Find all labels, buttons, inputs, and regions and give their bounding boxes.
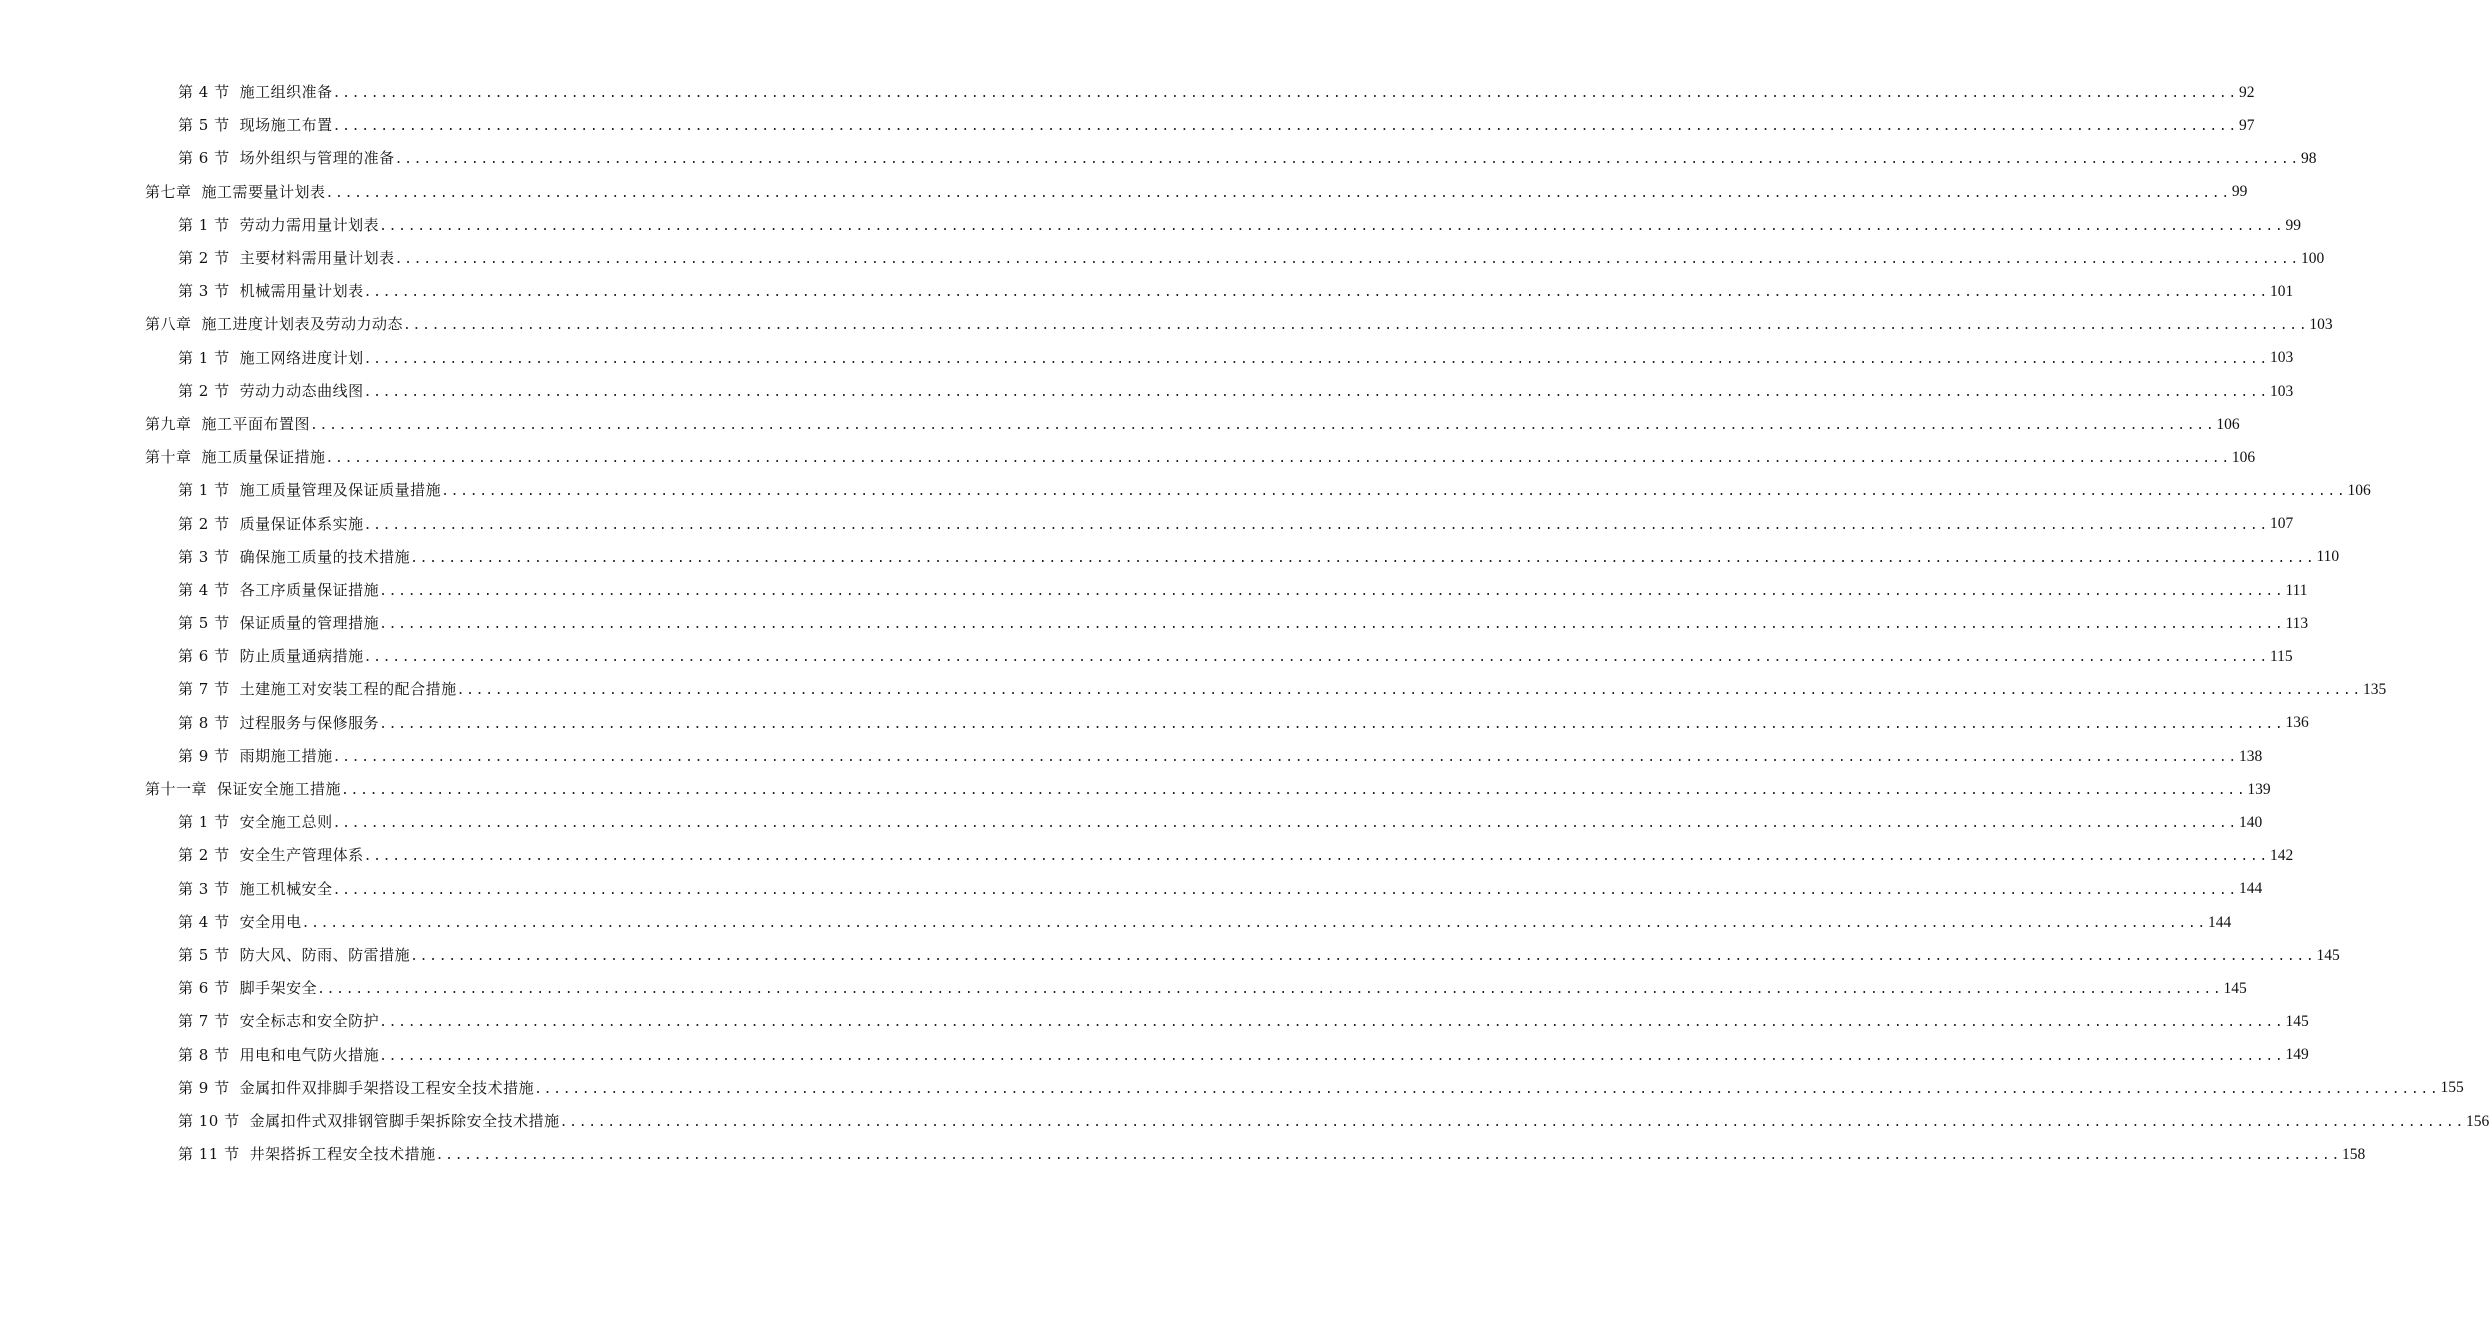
toc-entry-number: 第 2 节 (178, 514, 230, 533)
toc-entry-label (178, 85, 333, 100)
dot-leader: ........................................................................................................................................................................................................ (403, 318, 2309, 334)
toc-section-entry[interactable] (0, 707, 2309, 740)
toc-chapter-entry[interactable] (0, 441, 2256, 474)
toc-entry-title: 施工组织准备 (239, 83, 333, 102)
toc-section-entry[interactable] (0, 906, 2232, 939)
toc-entry-number: 第 4 节 (178, 580, 230, 599)
toc-section-entry[interactable] (0, 740, 2263, 773)
dot-leader: ........................................................................................................................................................................................................ (363, 849, 2269, 865)
toc-entry-label (178, 981, 317, 996)
toc-entry-page-number: 107 (2269, 515, 2294, 533)
toc-entry-page-number: 92 (2238, 83, 2255, 101)
dot-leader: ........................................................................................................................................................................................................ (301, 915, 2207, 931)
toc-entry-title: 保证安全施工措施 (217, 780, 342, 799)
toc-entry-number: 第 4 节 (178, 912, 230, 931)
toc-entry-label (145, 450, 326, 465)
toc-entry-page-number: 139 (2247, 780, 2271, 798)
toc-section-entry[interactable] (0, 1005, 2309, 1038)
toc-section-entry[interactable] (0, 972, 2247, 1005)
toc-chapter-entry[interactable] (0, 176, 2248, 209)
toc-entry-page-number: 156 (2465, 1112, 2489, 1130)
toc-entry-title: 井架搭拆工程安全技术措施 (249, 1145, 436, 1164)
toc-entry-number: 第 5 节 (178, 945, 230, 964)
dot-leader: ........................................................................................................................................................................................................ (325, 185, 2231, 201)
toc-entry-page-number: 138 (2238, 747, 2263, 765)
toc-section-entry[interactable] (0, 939, 2340, 972)
toc-entry-title: 施工需要量计划表 (201, 182, 326, 201)
toc-entry-page-number: 145 (2285, 1013, 2309, 1031)
toc-entry-number: 第 10 节 (178, 1111, 240, 1130)
toc-section-entry[interactable] (0, 1105, 2489, 1138)
toc-entry-label (178, 815, 333, 830)
toc-entry-number: 第 9 节 (178, 1078, 230, 1097)
toc-entry-title: 雨期施工措施 (239, 746, 333, 765)
dot-leader: ........................................................................................................................................................................................................ (325, 451, 2231, 467)
toc-entry-label (178, 848, 364, 863)
toc-entry-title: 保证质量的管理措施 (239, 614, 380, 633)
toc-entry-number: 第 8 节 (178, 713, 230, 732)
dot-leader: ........................................................................................................................................................................................................ (317, 982, 2223, 998)
toc-entry-page-number: 103 (2269, 382, 2294, 400)
toc-entry-number: 第七章 (145, 182, 192, 201)
toc-entry-label (178, 547, 411, 566)
toc-entry-label (178, 713, 380, 732)
toc-entry-page-number: 103 (2309, 316, 2333, 334)
dot-leader: ........................................................................................................................................................................................................ (363, 384, 2269, 400)
toc-entry-number: 第 5 节 (178, 614, 230, 633)
dot-leader: ........................................................................................................................................................................................................ (332, 749, 2238, 765)
toc-entry-label (178, 746, 333, 765)
toc-entry-title: 施工机械安全 (239, 879, 333, 898)
toc-section-entry[interactable] (0, 1138, 2366, 1171)
toc-entry-number: 第 9 节 (178, 746, 230, 765)
toc-entry-label (178, 251, 395, 266)
toc-entry-number: 第 6 节 (178, 647, 230, 666)
toc-entry-number: 第 2 节 (178, 846, 230, 865)
toc-entry-title: 质量保证体系实施 (239, 514, 364, 533)
toc-entry-title: 安全生产管理体系 (239, 846, 364, 865)
toc-entry-title: 土建施工对安装工程的配合措施 (239, 680, 457, 699)
toc-chapter-entry[interactable] (0, 308, 2333, 341)
toc-entry-page-number: 111 (2285, 581, 2308, 599)
dot-leader: ........................................................................................................................................................................................................ (332, 119, 2238, 135)
toc-entry-label (178, 151, 395, 166)
dot-leader: ........................................................................................................................................................................................................ (394, 252, 2300, 268)
toc-entry-label (178, 879, 333, 898)
toc-entry-number: 第 8 节 (178, 1045, 230, 1064)
dot-leader: ........................................................................................................................................................................................................ (341, 783, 2247, 799)
dot-leader: ........................................................................................................................................................................................................ (379, 218, 2285, 234)
toc-entry-number: 第 4 节 (178, 83, 230, 102)
toc-section-entry[interactable] (0, 541, 2340, 574)
dot-leader: ........................................................................................................................................................................................................ (363, 650, 2269, 666)
dot-leader: ........................................................................................................................................................................................................ (363, 285, 2269, 301)
toc-entry-title: 各工序质量保证措施 (239, 580, 380, 599)
toc-section-entry[interactable] (0, 1038, 2309, 1071)
dot-leader: ........................................................................................................................................................................................................ (332, 816, 2238, 832)
toc-section-entry[interactable] (0, 242, 2325, 275)
toc-entry-page-number: 106 (2231, 448, 2256, 466)
toc-chapter-entry[interactable] (0, 408, 2240, 441)
toc-entry-label (178, 580, 380, 599)
dot-leader: ........................................................................................................................................................................................................ (435, 1148, 2341, 1164)
toc-entry-number: 第 6 节 (178, 979, 230, 998)
toc-entry-title: 施工进度计划表及劳动力动态 (201, 315, 404, 334)
toc-section-entry[interactable] (0, 76, 2255, 109)
toc-entry-label (178, 118, 333, 133)
toc-entry-label (178, 1147, 436, 1162)
toc-entry-number: 第九章 (145, 414, 192, 433)
toc-entry-number: 第 11 节 (178, 1145, 240, 1164)
toc-entry-label (178, 215, 380, 234)
toc-entry-number: 第 3 节 (178, 547, 230, 566)
toc-entry-title: 施工质量管理及保证质量措施 (239, 481, 442, 500)
toc-entry-page-number: 149 (2285, 1046, 2309, 1064)
toc-entry-label (178, 514, 364, 533)
toc-section-entry[interactable] (0, 375, 2294, 408)
toc-entry-page-number: 140 (2238, 813, 2263, 831)
toc-entry-number: 第 1 节 (178, 813, 230, 832)
toc-entry-page-number: 110 (2316, 548, 2340, 566)
toc-entry-number: 第 7 节 (178, 1012, 230, 1031)
toc-entry-title: 场外组织与管理的准备 (239, 149, 395, 168)
toc-entry-label (178, 945, 411, 964)
dot-leader: ........................................................................................................................................................................................................ (379, 617, 2285, 633)
toc-section-entry[interactable] (0, 1072, 2464, 1105)
dot-leader: ........................................................................................................................................................................................................ (332, 882, 2238, 898)
toc-entry-page-number: 103 (2269, 349, 2294, 367)
dot-leader: ........................................................................................................................................................................................................ (410, 948, 2316, 964)
toc-entry-page-number: 101 (2269, 282, 2294, 300)
dot-leader: ........................................................................................................................................................................................................ (559, 1114, 2465, 1130)
toc-entry-page-number: 142 (2269, 847, 2294, 865)
toc-entry-number: 第 6 节 (178, 149, 230, 168)
toc-section-entry[interactable] (0, 342, 2294, 375)
toc-section-entry[interactable] (0, 507, 2294, 540)
dot-leader: ........................................................................................................................................................................................................ (363, 351, 2269, 367)
toc-section-entry[interactable] (0, 806, 2263, 839)
toc-entry-label (178, 616, 379, 631)
toc-entry-page-number: 155 (2440, 1079, 2464, 1097)
toc-entry-title: 金属扣件双排脚手架搭设工程安全技术措施 (239, 1078, 535, 1097)
toc-entry-label (178, 483, 441, 498)
toc-entry-label (178, 1045, 380, 1064)
toc-entry-label (178, 348, 364, 367)
toc-entry-title: 劳动力动态曲线图 (239, 381, 364, 400)
toc-section-entry[interactable] (0, 640, 2293, 673)
dot-leader: ........................................................................................................................................................................................................ (379, 1048, 2285, 1064)
toc-entry-label (178, 381, 364, 400)
toc-entry-title: 用电和电气防火措施 (239, 1045, 380, 1064)
toc-section-entry[interactable] (0, 607, 2309, 640)
toc-entry-title: 过程服务与保修服务 (239, 713, 380, 732)
toc-entry-number: 第十章 (145, 448, 192, 467)
toc-entry-number: 第 5 节 (178, 116, 230, 135)
toc-entry-page-number: 145 (2223, 979, 2247, 997)
toc-entry-title: 安全标志和安全防护 (239, 1012, 380, 1031)
dot-leader: ........................................................................................................................................................................................................ (379, 1015, 2285, 1031)
toc-entry-number: 第 2 节 (178, 381, 230, 400)
dot-leader: ........................................................................................................................................................................................................ (379, 716, 2285, 732)
toc-entry-title: 安全用电 (239, 912, 302, 931)
toc-entry-label (145, 182, 326, 201)
toc-entry-label (178, 1014, 379, 1029)
toc-entry-page-number: 97 (2238, 117, 2255, 135)
toc-entry-page-number: 145 (2316, 946, 2340, 964)
dot-leader: ........................................................................................................................................................................................................ (394, 152, 2300, 168)
dot-leader: ........................................................................................................................................................................................................ (379, 583, 2285, 599)
toc-entry-number: 第 1 节 (178, 481, 230, 500)
toc-entry-label (145, 782, 341, 797)
dot-leader: ........................................................................................................................................................................................................ (332, 86, 2238, 102)
toc-entry-label (178, 1111, 560, 1130)
toc-entry-number: 第 3 节 (178, 282, 230, 301)
toc-entry-number: 第 1 节 (178, 215, 230, 234)
toc-chapter-entry[interactable] (0, 773, 2271, 806)
toc-entry-title: 施工网络进度计划 (239, 348, 364, 367)
toc-section-entry[interactable] (0, 574, 2308, 607)
toc-entry-label (145, 414, 311, 433)
toc-entry-label (145, 317, 403, 332)
toc-entry-page-number: 144 (2207, 913, 2232, 931)
dot-leader: ........................................................................................................................................................................................................ (410, 550, 2316, 566)
dot-leader: ........................................................................................................................................................................................................ (441, 484, 2347, 500)
toc-section-entry[interactable] (0, 873, 2263, 906)
toc-entry-page-number: 98 (2300, 150, 2317, 168)
toc-entry-number: 第 2 节 (178, 249, 230, 268)
toc-entry-page-number: 115 (2269, 648, 2293, 666)
toc-entry-label (178, 1078, 535, 1097)
toc-section-entry[interactable] (0, 673, 2387, 706)
toc-entry-number: 第 3 节 (178, 879, 230, 898)
toc-entry-number: 第 7 节 (178, 680, 230, 699)
toc-entry-title: 防止质量通病措施 (239, 647, 364, 666)
toc-section-entry[interactable] (0, 109, 2255, 142)
toc-entry-title: 安全施工总则 (239, 813, 333, 832)
toc-entry-title: 脚手架安全 (239, 979, 318, 998)
toc-entry-page-number: 136 (2285, 714, 2309, 732)
toc-entry-title: 劳动力需用量计划表 (239, 215, 380, 234)
toc-entry-label (178, 912, 302, 931)
dot-leader: ........................................................................................................................................................................................................ (310, 417, 2216, 433)
toc-entry-page-number: 106 (2347, 482, 2371, 500)
toc-section-entry[interactable] (0, 474, 2371, 507)
dot-leader: ........................................................................................................................................................................................................ (456, 683, 2362, 699)
toc-section-entry[interactable] (0, 209, 2301, 242)
toc-entry-title: 确保施工质量的技术措施 (239, 547, 411, 566)
toc-entry-number: 第八章 (145, 315, 192, 334)
toc-entry-title: 机械需用量计划表 (239, 282, 364, 301)
toc-entry-label (178, 284, 364, 299)
toc-section-entry[interactable] (0, 275, 2294, 308)
toc-entry-label (178, 649, 364, 664)
toc-entry-title: 施工质量保证措施 (201, 448, 326, 467)
toc-entry-page-number: 144 (2238, 880, 2263, 898)
dot-leader: ........................................................................................................................................................................................................ (534, 1081, 2440, 1097)
toc-entry-title: 金属扣件式双排钢管脚手架拆除安全技术措施 (249, 1111, 560, 1130)
toc-entry-page-number: 158 (2341, 1145, 2366, 1163)
toc-entry-title: 防大风、防雨、防雷措施 (239, 945, 411, 964)
toc-entry-page-number: 135 (2362, 681, 2387, 699)
toc-entry-page-number: 113 (2285, 614, 2309, 632)
toc-entry-title: 主要材料需用量计划表 (239, 249, 395, 268)
toc-entry-title: 现场施工布置 (239, 116, 333, 135)
toc-entry-label (178, 682, 457, 697)
toc-section-entry[interactable] (0, 839, 2294, 872)
toc-entry-page-number: 106 (2216, 415, 2240, 433)
toc-entry-title: 施工平面布置图 (201, 414, 311, 433)
toc-entry-page-number: 99 (2285, 216, 2301, 234)
toc-section-entry[interactable] (0, 142, 2317, 175)
toc-entry-page-number: 99 (2231, 183, 2248, 201)
toc-entry-number: 第 1 节 (178, 348, 230, 367)
table-of-contents (0, 76, 2489, 1171)
toc-entry-page-number: 100 (2300, 249, 2325, 267)
toc-entry-number: 第十一章 (145, 780, 208, 799)
dot-leader: ........................................................................................................................................................................................................ (363, 517, 2269, 533)
